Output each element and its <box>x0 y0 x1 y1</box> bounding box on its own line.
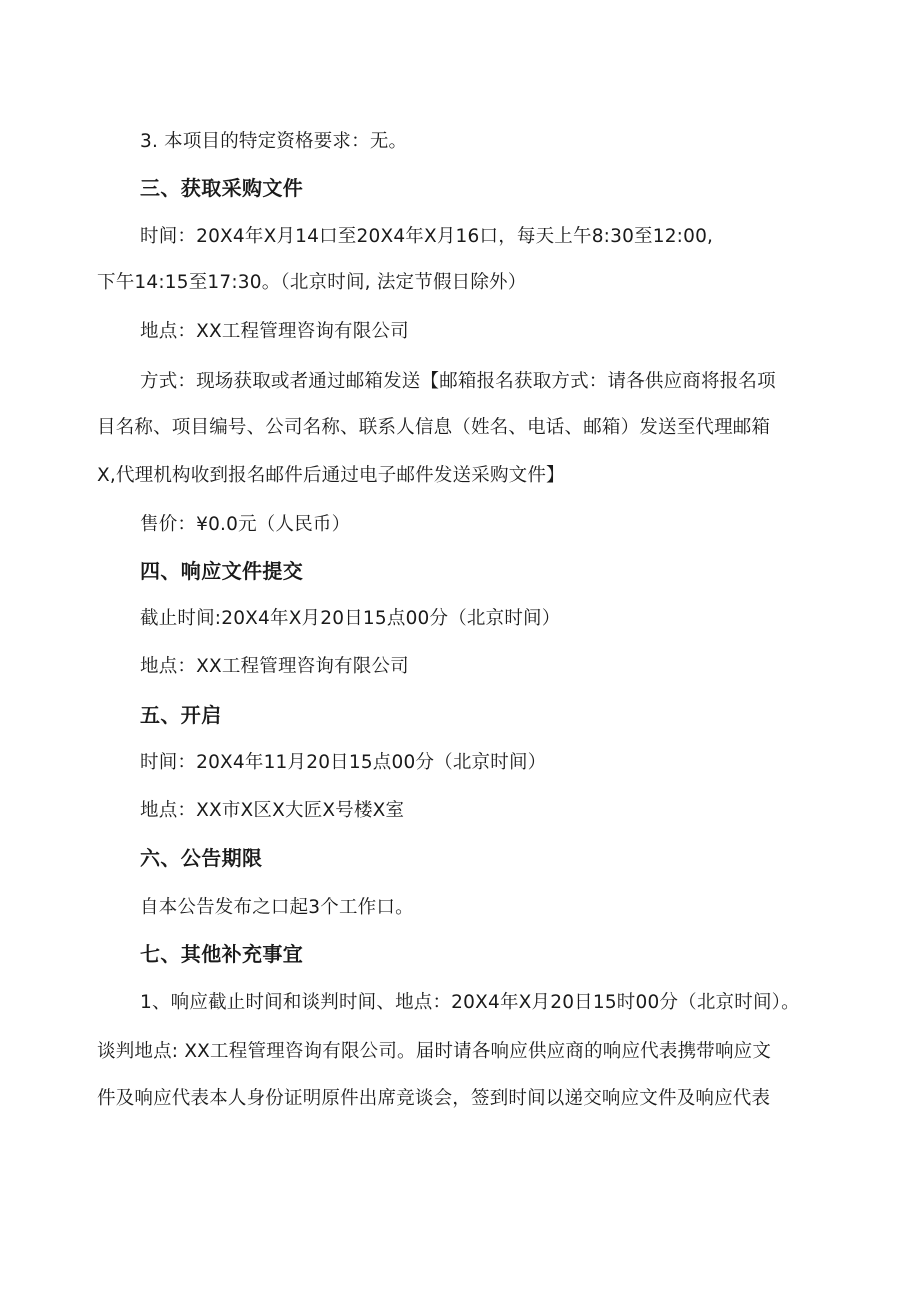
section-7-heading: 七、其他补充事宜 <box>140 942 304 966</box>
section-3-method-line-2: 目名称、项目编号、公司名称、联系人信息（姓名、电话、邮箱）发送至代理邮箱 <box>97 417 771 438</box>
section-3-location: 地点：XX工程管理咨询有限公司 <box>140 321 409 342</box>
section-5-location: 地点：XX市X区X大匠X号楼X室 <box>140 800 405 821</box>
section-3-method-line-1: 方式：现场获取或者通过邮箱发送【邮箱报名获取方式：请各供应商将报名项 <box>140 371 776 392</box>
section-3-time-line-1: 时间：20X4年X月14口至20X4年X月16口，每天上午8:30至12:00, <box>140 226 714 247</box>
section-6-text: 自本公告发布之口起3个工作口。 <box>140 897 414 918</box>
section-4-heading: 四、响应文件提交 <box>140 559 304 583</box>
section-5-heading: 五、开启 <box>140 703 222 727</box>
section-7-line-2: 谈判地点: XX工程管理咨询有限公司。届时请各响应供应商的响应代表携带响应文 <box>97 1041 772 1062</box>
section-7-line-3: 件及响应代表本人身份证明原件出席竞谈会，签到时间以递交响应文件及响应代表 <box>97 1088 771 1109</box>
section-3-time-line-2: 下午14:15至17:30。（北京时间, 法定节假日除外） <box>97 272 527 293</box>
section-3-method-line-3: X,代理机构收到报名邮件后通过电子邮件发送采购文件】 <box>97 465 565 486</box>
section-3-price: 售价：¥0.0元（人民币） <box>140 514 351 535</box>
section-4-deadline: 截止时间:20X4年X月20日15点00分（北京时间） <box>140 608 561 629</box>
section-4-location: 地点：XX工程管理咨询有限公司 <box>140 656 409 677</box>
qualification-requirement: 3. 本项目的特定资格要求：无。 <box>140 131 408 152</box>
section-7-line-1: 1、响应截止时间和谈判时间、地点：20X4年X月20日15时00分（北京时间）。 <box>140 992 800 1013</box>
section-3-heading: 三、获取采购文件 <box>140 176 304 200</box>
section-5-time: 时间：20X4年11月20日15点00分（北京时间） <box>140 752 547 773</box>
section-6-heading: 六、公告期限 <box>140 846 263 870</box>
